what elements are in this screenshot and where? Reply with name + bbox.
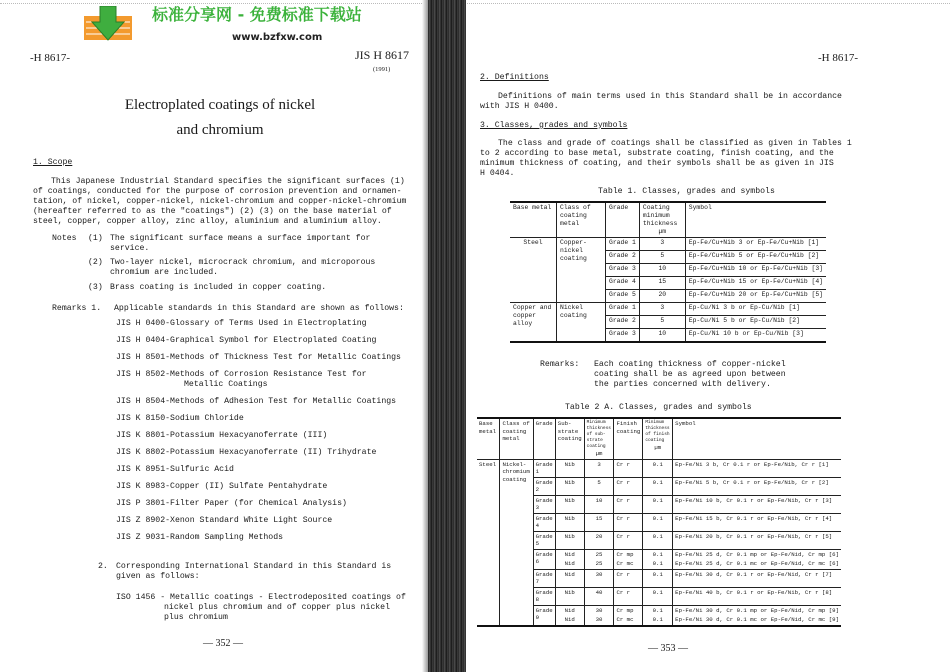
standard-list-item xyxy=(116,448,401,458)
finish-cell: Cr r xyxy=(614,477,643,495)
finish-thickness-cell: 0.1 xyxy=(643,587,673,605)
unit-label: µm xyxy=(658,228,667,235)
substrate-thickness-cell: 10 xyxy=(584,495,614,513)
document-title-line2: and chromium xyxy=(176,122,264,138)
finish-thickness-cell: 0.1 xyxy=(643,559,673,569)
symbol-cell: Ep-Fe/Cu+Nib 20 or Ep-Fe/Cu+Nib [5] xyxy=(685,290,826,303)
standard-list-item xyxy=(116,353,401,363)
finish-thickness-cell: 0.1 xyxy=(643,549,673,559)
note-mark: (3) xyxy=(88,283,103,292)
definitions-heading: 2. Definitions xyxy=(480,73,549,82)
header-symbol: Symbol xyxy=(673,418,841,459)
grade-cell: Grade 3 xyxy=(606,329,640,342)
substrate-thickness-cell: 25 xyxy=(584,559,614,569)
symbol-cell: Ep-Fe/Ni 25 d, Cr 0.1 mp or Ep-Fe/Nid, Cr mp [6] xyxy=(673,549,841,559)
header-thickness xyxy=(639,202,685,238)
text-line: JIS K 8802-Potassium Hexacyanoferrate (II) Trihydrate xyxy=(116,448,377,457)
text-line: JIS K 8150-Sodium Chloride xyxy=(116,414,244,423)
text-line: H 0404. xyxy=(480,169,515,178)
symbol-cell: Ep-Fe/Ni 25 d, Cr 0.1 mc or Ep-Fe/Nid, Cr mc [6] xyxy=(673,559,841,569)
text-line: JIS H 8502-Methods of Corrosion Resistance Test for xyxy=(116,370,367,379)
finish-cell: Cr mp xyxy=(614,549,643,559)
symbol-cell: Ep-Fe/Ni 30 d, Cr 0.1 r or Ep-Fe/Nid, Cr r [7] xyxy=(673,569,841,587)
scope-heading: 1. Scope xyxy=(33,158,73,167)
substrate-thickness-cell: 30 xyxy=(584,569,614,587)
grade-cell: Grade 2 xyxy=(606,251,640,264)
substrate-thickness-cell: 25 xyxy=(584,549,614,559)
unit-label: µm xyxy=(595,450,603,457)
substrate-cell: Nib xyxy=(555,459,584,477)
substrate-cell: Nid xyxy=(555,605,584,615)
header-substrate: Sub-strate coating xyxy=(555,418,584,459)
header-thickness-label: Coating minimum thickness xyxy=(642,204,678,227)
text-line: tation, of nickel, copper-nickel, nickel-chromium and copper-nickel-chromium xyxy=(33,197,407,206)
scope-paragraph xyxy=(33,177,406,227)
symbol-cell: Ep-Fe/Cu+Nib 10 or Ep-Fe/Cu+Nib [3] xyxy=(685,264,826,277)
header-base-metal: Base metal xyxy=(477,418,500,459)
substrate-cell: Nid xyxy=(555,549,584,559)
table-row xyxy=(510,303,826,316)
substrate-cell: Nib xyxy=(555,513,584,531)
base-metal-cell: Copper and copper alloy xyxy=(510,303,557,342)
text-line: JIS P 3801-Filter Paper (for Chemical Analysis) xyxy=(116,499,347,508)
text-line: Two-layer nickel, microcrack chromium, and microporous xyxy=(110,258,376,267)
symbol-cell: Ep-Fe/Ni 40 b, Cr 0.1 r or Ep-Fe/Nib, Cr r [8] xyxy=(673,587,841,605)
finish-thickness-cell: 0.1 xyxy=(643,615,673,626)
finish-thickness-cell: 0.1 xyxy=(643,477,673,495)
standard-list-item xyxy=(116,533,401,543)
symbol-cell: Ep-Fe/Cu+Nib 15 or Ep-Fe/Cu+Nib [4] xyxy=(685,277,826,290)
text-line: JIS K 8801-Potassium Hexacyanoferrate (III) xyxy=(116,431,328,440)
standard-year: (1991) xyxy=(373,66,391,73)
standard-list-item xyxy=(116,370,401,390)
symbol-cell: Ep-Fe/Ni 5 b, Cr 0.1 r or Ep-Fe/Nib, Cr r [2] xyxy=(673,477,841,495)
header-label: Minimum thickness of finish coating xyxy=(645,420,670,443)
header-substrate-thickness xyxy=(584,418,614,459)
finish-cell: Cr r xyxy=(614,587,643,605)
finish-cell: Cr mc xyxy=(614,615,643,626)
header-grade: Grade xyxy=(533,418,555,459)
symbol-cell: Ep-Fe/Cu+Nib 5 or Ep-Fe/Cu+Nib [2] xyxy=(685,251,826,264)
page-number-right: — 353 — xyxy=(648,643,688,654)
running-head-left: -H 8617- xyxy=(30,52,71,64)
substrate-cell: Nid xyxy=(555,559,584,569)
substrate-thickness-cell: 5 xyxy=(584,477,614,495)
thickness-cell: 3 xyxy=(639,303,685,316)
substrate-cell: Nid xyxy=(555,615,584,626)
watermark-url[interactable]: www.bzfxw.com xyxy=(232,32,323,43)
document-title-line1: Electroplated coatings of nickel xyxy=(124,97,316,113)
note-2 xyxy=(110,258,375,278)
text-line: steel, copper, copper alloy, zinc alloy, aluminium and aluminium alloy. xyxy=(33,217,382,226)
header-class: Class of coating metal xyxy=(500,418,533,459)
finish-cell: Cr mc xyxy=(614,559,643,569)
symbol-cell: Ep-Cu/Ni 5 b or Ep-Cu/Nib [2] xyxy=(685,316,826,329)
text-line: JIS H 0404-Graphical Symbol for Electroplated Coating xyxy=(116,336,377,345)
text-line: given as follows: xyxy=(116,572,200,581)
text-line: service. xyxy=(110,244,150,253)
thickness-cell: 5 xyxy=(639,316,685,329)
text-line: Corresponding International Standard in this Standard is xyxy=(116,562,392,571)
substrate-cell: Nib xyxy=(555,587,584,605)
notes-label: Notes xyxy=(52,234,77,243)
text-line: Each coating thickness of copper-nickel xyxy=(594,360,786,369)
note-mark: (2) xyxy=(88,258,103,267)
text-line: ISO 1456 - Metallic coatings - Electrodeposited coatings of xyxy=(116,593,406,602)
standard-list-item xyxy=(116,516,401,526)
text-line: This Japanese Industrial Standard specifies the significant surfaces (1) xyxy=(51,177,405,186)
thickness-cell: 10 xyxy=(639,264,685,277)
watermark-title: 标准分享网 - 免费标准下载站 xyxy=(152,5,362,24)
finish-cell: Cr r xyxy=(614,569,643,587)
finish-cell: Cr r xyxy=(614,495,643,513)
table-remarks-label: Remarks: xyxy=(540,360,580,369)
text-line: JIS H 0400-Glossary of Terms Used in Electroplating xyxy=(116,319,367,328)
standard-list-item xyxy=(116,397,401,407)
table-remarks-text xyxy=(594,360,786,390)
header-label: Minimum thickness of sub-strate coating xyxy=(586,420,611,449)
finish-thickness-cell: 0.1 xyxy=(643,513,673,531)
watermark-logo xyxy=(82,4,412,46)
remarks-intro: Applicable standards in this Standard are shown as follows: xyxy=(114,304,404,313)
grade-cell: Grade 3 xyxy=(606,264,640,277)
base-metal-cell: Steel xyxy=(477,459,500,626)
thickness-cell: 3 xyxy=(639,238,685,251)
grade-cell: Grade 3 xyxy=(533,495,555,513)
finish-cell: Cr r xyxy=(614,513,643,531)
finish-thickness-cell: 0.1 xyxy=(643,495,673,513)
finish-thickness-cell: 0.1 xyxy=(643,569,673,587)
download-folder-icon xyxy=(82,6,134,42)
symbol-cell: Ep-Fe/Ni 20 b, Cr 0.1 r or Ep-Fe/Nib, Cr r [5] xyxy=(673,531,841,549)
grade-cell: Grade 9 xyxy=(533,605,555,626)
class-cell: Nickel coating xyxy=(557,303,606,342)
grade-cell: Grade 6 xyxy=(533,549,555,569)
text-line: Definitions of main terms used in this Standard shall be in accordance xyxy=(498,92,842,101)
text-line: to 2 according to base metal, substrate coating, finish coating, and the xyxy=(480,149,834,158)
text-line: the parties concerned with delivery. xyxy=(594,380,771,389)
text-line: JIS Z 8902-Xenon Standard White Light Source xyxy=(116,516,333,525)
text-line: minimum thickness of coating, and their symbols shall be as given in JIS xyxy=(480,159,834,168)
text-line: JIS K 8983-Copper (II) Sulfate Pentahydrate xyxy=(116,482,328,491)
finish-thickness-cell: 0.1 xyxy=(643,531,673,549)
substrate-thickness-cell: 15 xyxy=(584,513,614,531)
text-line: JIS H 8504-Methods of Adhesion Test for Metallic Coatings xyxy=(116,397,397,406)
table-1 xyxy=(510,201,826,343)
grade-cell: Grade 4 xyxy=(606,277,640,290)
class-cell: Nickel-chromium coating xyxy=(500,459,533,626)
standard-list-item xyxy=(116,465,401,475)
header-grade: Grade xyxy=(606,202,640,238)
finish-thickness-cell: 0.1 xyxy=(643,459,673,477)
symbol-cell: Ep-Fe/Ni 30 d, Cr 0.1 mp or Ep-Fe/Nid, Cr mp [9] xyxy=(673,605,841,615)
symbol-cell: Ep-Cu/Ni 10 b or Ep-Cu/Nib [3] xyxy=(685,329,826,342)
classes-paragraph xyxy=(480,139,852,179)
standard-list-item xyxy=(116,414,401,424)
table-row xyxy=(477,459,841,477)
symbol-cell: Ep-Fe/Ni 30 d, Cr 0.1 mc or Ep-Fe/Nid, Cr mc [9] xyxy=(673,615,841,626)
standard-list-item xyxy=(116,319,401,329)
thickness-cell: 5 xyxy=(639,251,685,264)
header-finish-thickness xyxy=(643,418,673,459)
table-2a-caption: Table 2 A. Classes, grades and symbols xyxy=(565,403,752,412)
text-line: coating shall be as agreed upon between xyxy=(594,370,786,379)
finish-cell: Cr r xyxy=(614,459,643,477)
grade-cell: Grade 2 xyxy=(606,316,640,329)
substrate-cell: Nib xyxy=(555,495,584,513)
remarks-label: Remarks 1. xyxy=(52,304,102,313)
finish-cell: Cr mp xyxy=(614,605,643,615)
thickness-cell: 10 xyxy=(639,329,685,342)
unit-label: µm xyxy=(654,444,662,451)
text-line: chromium are included. xyxy=(110,268,219,277)
grade-cell: Grade 1 xyxy=(533,459,555,477)
text-line: with JIS H 0400. xyxy=(480,102,559,111)
text-line: Metallic Coatings xyxy=(184,380,268,389)
symbol-cell: Ep-Fe/Cu+Nib 3 or Ep-Fe/Cu+Nib [1] xyxy=(685,238,826,251)
symbol-cell: Ep-Fe/Ni 10 b, Cr 0.1 r or Ep-Fe/Nib, Cr r [3] xyxy=(673,495,841,513)
text-line: nickel plus chromium and of copper plus nickel xyxy=(164,603,391,612)
text-line: The class and grade of coatings shall be classified as given in Tables 1 xyxy=(498,139,852,148)
standard-list-item xyxy=(116,431,401,441)
substrate-thickness-cell: 20 xyxy=(584,531,614,549)
class-cell: Copper-nickel coating xyxy=(557,238,606,303)
grade-cell: Grade 5 xyxy=(533,531,555,549)
page-number-left: — 352 — xyxy=(203,638,243,649)
substrate-cell: Nib xyxy=(555,531,584,549)
book-binding xyxy=(428,0,466,672)
text-line: The significant surface means a surface important for xyxy=(110,234,371,243)
symbol-cell: Ep-Cu/Ni 3 b or Ep-Cu/Nib [1] xyxy=(685,303,826,316)
grade-cell: Grade 1 xyxy=(606,238,640,251)
header-class: Class of coating metal xyxy=(557,202,606,238)
table-1-caption: Table 1. Classes, grades and symbols xyxy=(598,187,775,196)
grade-cell: Grade 1 xyxy=(606,303,640,316)
remark-2-label: 2. xyxy=(98,562,108,571)
substrate-thickness-cell: 30 xyxy=(584,605,614,615)
table-row xyxy=(510,238,826,251)
grade-cell: Grade 5 xyxy=(606,290,640,303)
symbol-cell: Ep-Fe/Ni 15 b, Cr 0.1 r or Ep-Fe/Nib, Cr r [4] xyxy=(673,513,841,531)
substrate-thickness-cell: 3 xyxy=(584,459,614,477)
standard-list-item xyxy=(116,499,401,509)
thickness-cell: 15 xyxy=(639,277,685,290)
finish-cell: Cr r xyxy=(614,531,643,549)
standard-list-item xyxy=(116,336,401,346)
iso-reference xyxy=(116,593,406,623)
grade-cell: Grade 8 xyxy=(533,587,555,605)
classes-heading: 3. Classes, grades and symbols xyxy=(480,121,628,130)
text-line: JIS K 8951-Sulfuric Acid xyxy=(116,465,234,474)
standard-id: JIS H 8617 xyxy=(355,48,410,62)
substrate-cell: Nid xyxy=(555,569,584,587)
text-line: JIS H 8501-Methods of Thickness Test for Metallic Coatings xyxy=(116,353,401,362)
standard-list-item xyxy=(116,482,401,492)
note-1 xyxy=(110,234,370,254)
substrate-thickness-cell: 40 xyxy=(584,587,614,605)
thickness-cell: 20 xyxy=(639,290,685,303)
grade-cell: Grade 2 xyxy=(533,477,555,495)
note-3: Brass coating is included in copper coating. xyxy=(110,283,327,292)
header-symbol: Symbol xyxy=(685,202,826,238)
definitions-paragraph xyxy=(480,92,842,112)
header-base-metal: Base metal xyxy=(510,202,557,238)
grade-cell: Grade 4 xyxy=(533,513,555,531)
note-mark: (1) xyxy=(88,234,103,243)
remark-2-text xyxy=(116,562,391,582)
substrate-thickness-cell: 30 xyxy=(584,615,614,626)
base-metal-cell: Steel xyxy=(510,238,557,303)
symbol-cell: Ep-Fe/Ni 3 b, Cr 0.1 r or Ep-Fe/Nib, Cr r [1] xyxy=(673,459,841,477)
header-finish: Finish coating xyxy=(614,418,643,459)
standards-list xyxy=(116,319,401,550)
text-line: JIS Z 9031-Random Sampling Methods xyxy=(116,533,284,542)
text-line: (hereafter referred to as the "coatings") (2) (3) on the base material of xyxy=(33,207,392,216)
text-line: plus chromium xyxy=(164,613,228,622)
grade-cell: Grade 7 xyxy=(533,569,555,587)
table-2a xyxy=(477,417,841,627)
finish-thickness-cell: 0.1 xyxy=(643,605,673,615)
running-head-right: -H 8617- xyxy=(818,52,859,64)
text-line: of coatings, conducted for the purpose of corrosion prevention and ornamen- xyxy=(33,187,402,196)
substrate-cell: Nib xyxy=(555,477,584,495)
